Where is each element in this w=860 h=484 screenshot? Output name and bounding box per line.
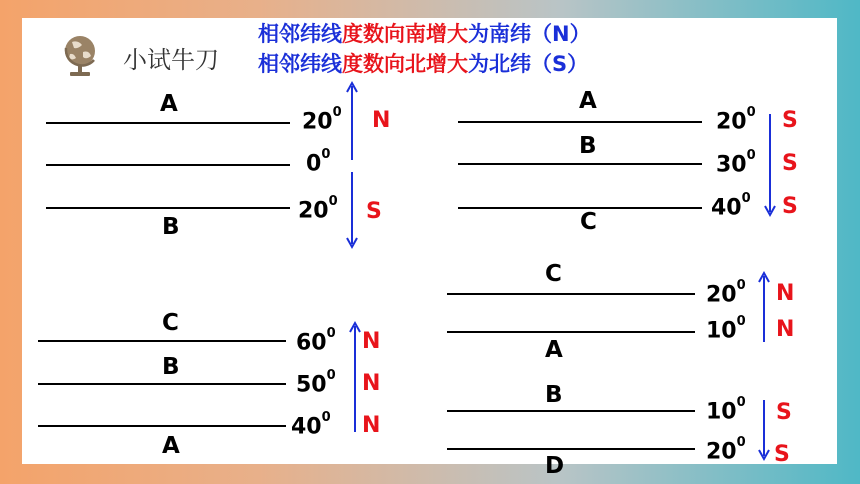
label-c: C bbox=[580, 209, 597, 235]
arrow-down-icon bbox=[346, 170, 358, 250]
rule1-part2: 度数向南增大 bbox=[342, 22, 468, 46]
slide-panel bbox=[22, 18, 837, 467]
direction-label: N bbox=[776, 317, 795, 342]
rule2-part2: 度数向北增大 bbox=[342, 52, 468, 76]
latitude-line bbox=[38, 425, 286, 427]
latitude-line bbox=[38, 383, 286, 385]
label-b: B bbox=[579, 133, 597, 159]
label-c: C bbox=[162, 310, 179, 336]
direction-label: S bbox=[782, 108, 798, 133]
slide-title: 小试牛刀 bbox=[123, 46, 219, 74]
latitude-line bbox=[458, 121, 702, 123]
rule2-part1: 相邻纬线 bbox=[258, 52, 342, 76]
latitude-line bbox=[447, 293, 695, 295]
rule-line-1 bbox=[258, 24, 591, 45]
rule1-part3: 为南纬（N） bbox=[468, 22, 591, 46]
degree-label: $40^0$ bbox=[711, 191, 751, 221]
latitude-line bbox=[447, 410, 695, 412]
degree-label: $20^0$ bbox=[302, 105, 342, 135]
latitude-line bbox=[46, 164, 290, 166]
direction-label: S bbox=[782, 194, 798, 219]
arrow-down-icon bbox=[764, 112, 776, 218]
arrow-up-icon bbox=[346, 82, 358, 162]
label-a: A bbox=[160, 91, 178, 117]
globe-icon bbox=[56, 30, 106, 80]
direction-label: N bbox=[362, 413, 381, 438]
arrow-down-icon bbox=[758, 398, 770, 462]
label-a: A bbox=[579, 88, 597, 114]
degree-label: $20^0$ bbox=[298, 194, 338, 224]
label-c: C bbox=[545, 261, 562, 287]
direction-label: N bbox=[362, 329, 381, 354]
arrow-up-icon bbox=[349, 322, 361, 434]
direction-label: S bbox=[774, 442, 790, 467]
degree-label: $0^0$ bbox=[306, 147, 331, 177]
latitude-line bbox=[458, 163, 702, 165]
degree-label: $10^0$ bbox=[706, 314, 746, 344]
label-b: B bbox=[162, 354, 180, 380]
direction-label: S bbox=[776, 400, 792, 425]
degree-label: $40^0$ bbox=[291, 410, 331, 440]
rule-line-2 bbox=[258, 54, 588, 75]
label-a: A bbox=[162, 433, 180, 459]
degree-label: $20^0$ bbox=[716, 105, 756, 135]
degree-label: $30^0$ bbox=[716, 148, 756, 178]
latitude-line bbox=[447, 448, 695, 450]
rule1-part1: 相邻纬线 bbox=[258, 22, 342, 46]
degree-label: $20^0$ bbox=[706, 435, 746, 465]
label-b: B bbox=[162, 214, 180, 240]
degree-label: $50^0$ bbox=[296, 368, 336, 398]
direction-label: S bbox=[366, 199, 382, 224]
latitude-line bbox=[46, 122, 290, 124]
label-b: B bbox=[545, 382, 563, 408]
latitude-line bbox=[38, 340, 286, 342]
latitude-line bbox=[447, 331, 695, 333]
direction-label: N bbox=[776, 281, 795, 306]
direction-label: N bbox=[362, 371, 381, 396]
arrow-up-icon bbox=[758, 272, 770, 344]
degree-label: $20^0$ bbox=[706, 278, 746, 308]
direction-label: S bbox=[782, 151, 798, 176]
direction-label: N bbox=[372, 108, 391, 133]
label-a: A bbox=[545, 337, 563, 363]
rule2-part3: 为北纬（S） bbox=[468, 52, 589, 76]
degree-label: $10^0$ bbox=[706, 395, 746, 425]
degree-label: $60^0$ bbox=[296, 326, 336, 356]
label-d: D bbox=[545, 453, 565, 479]
latitude-line bbox=[46, 207, 290, 209]
